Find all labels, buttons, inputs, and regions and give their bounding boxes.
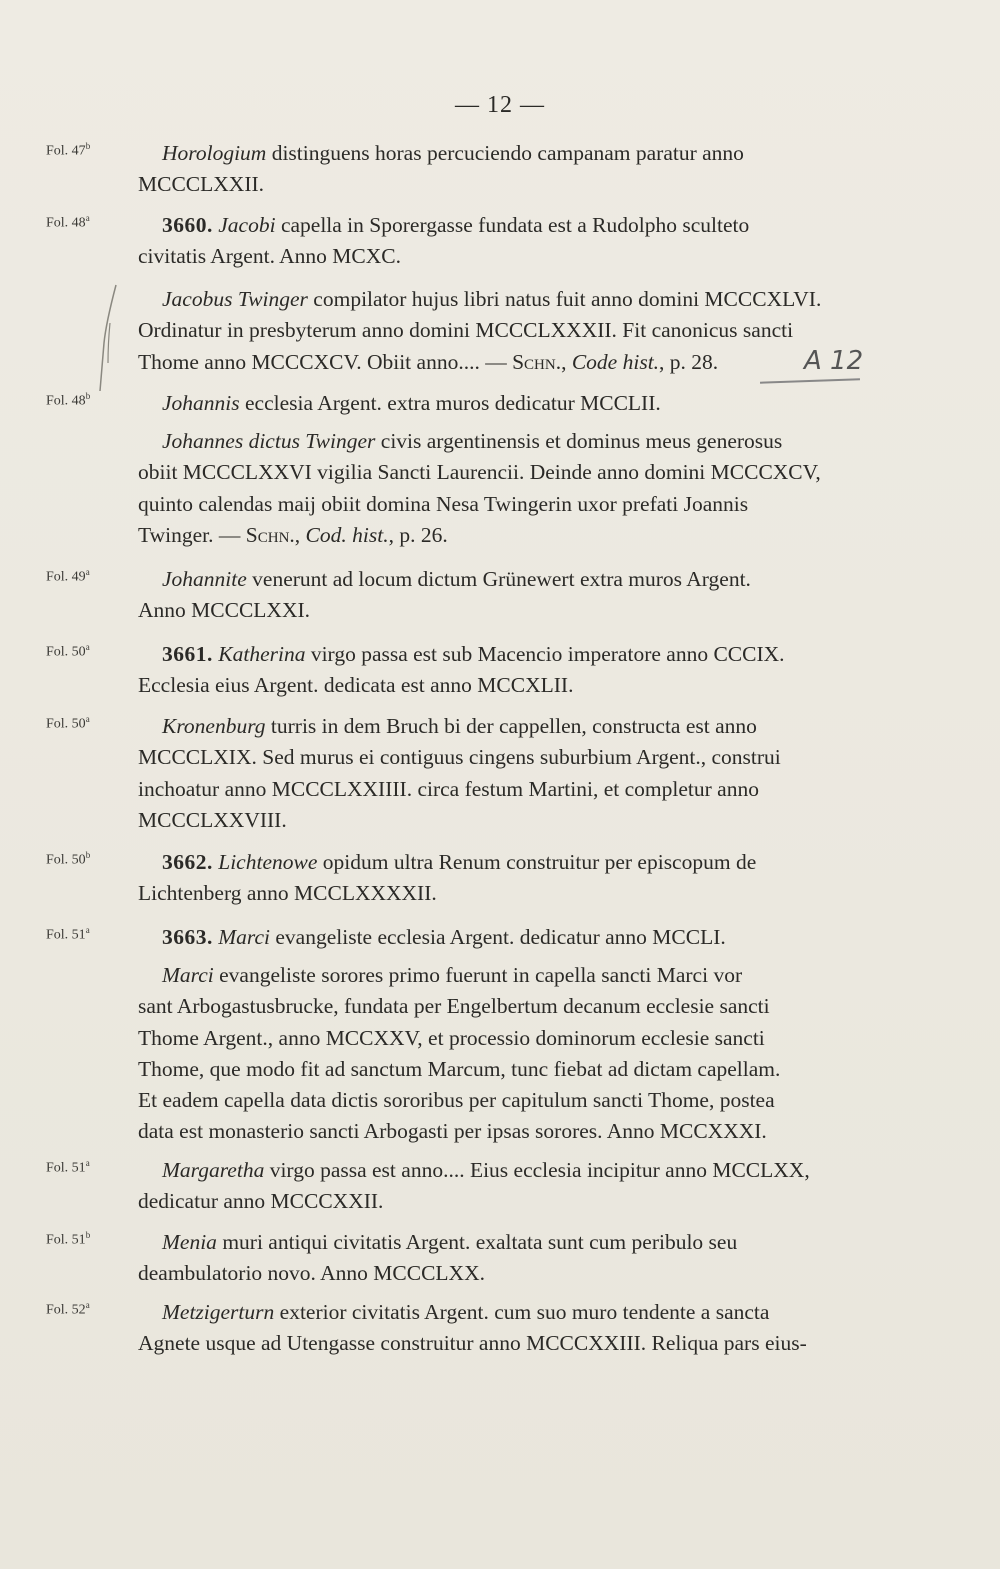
entry-paragraph <box>138 711 852 836</box>
italic-term: Marci <box>162 963 214 987</box>
text-segment: Agnete usque ad Utengasse construitur anno MCCCXXIII. Reliqua pars eius- <box>138 1331 807 1356</box>
text-segment: distinguens horas percuciendo campanam paratur anno <box>266 141 744 165</box>
italic-term: Johannis <box>162 391 240 415</box>
entry-paragraph <box>138 564 852 627</box>
text-segment: , <box>294 522 306 547</box>
folio-reference <box>46 213 90 232</box>
text-segment: deambulatorio novo. Anno MCCCLXX. <box>138 1261 485 1286</box>
italic-term: Menia <box>162 1230 217 1254</box>
text-segment: Anno MCCCLXXI. <box>138 598 311 623</box>
text-segment: , p. 28. <box>659 349 719 374</box>
text-line <box>138 1023 852 1054</box>
text-segment: compilator hujus libri natus fuit anno domini MCCCXLVI. <box>307 287 822 311</box>
text-line <box>138 564 852 595</box>
folio-side: a <box>85 714 90 724</box>
italic-term: Margaretha <box>162 1158 265 1182</box>
text-segment: virgo passa est sub Macencio imperatore anno CCCIX. <box>305 642 785 666</box>
folio-side: a <box>85 1158 90 1168</box>
entry-paragraph <box>138 922 852 953</box>
italic-term: Code hist. <box>571 349 660 374</box>
text-line <box>138 847 852 878</box>
folio-text: Fol. 47 <box>46 143 86 159</box>
italic-term: Johannite <box>162 567 247 591</box>
text-segment: Ecclesia eius Argent. dedicata est anno MCCXLII. <box>138 673 574 698</box>
italic-term: Kronenburg <box>162 714 266 738</box>
text-segment: , <box>561 349 572 374</box>
text-line <box>138 426 852 457</box>
italic-term: Johannes dictus Twinger <box>162 429 376 453</box>
text-segment: data est monasterio sancti Arbogasti per ipsas sorores. Anno MCCXXXI. <box>138 1119 767 1144</box>
text-line <box>138 991 852 1022</box>
folio-reference <box>46 567 90 586</box>
handwritten-underline <box>760 378 860 383</box>
entry-paragraph <box>138 1155 852 1218</box>
text-segment: venerunt ad locum dictum Grünewert extra muros Argent. <box>246 567 751 591</box>
folio-reference <box>46 714 90 733</box>
folio-reference <box>46 391 90 410</box>
entry-paragraph <box>138 426 852 551</box>
text-line <box>138 315 852 346</box>
text-line <box>138 520 852 551</box>
text-line <box>138 347 852 378</box>
text-line <box>138 1155 852 1186</box>
text-segment: quinto calendas maij obiit domina Nesa Twingerin uxor prefati Joannis <box>138 491 749 516</box>
text-line <box>138 742 852 773</box>
text-line <box>138 595 852 626</box>
text-line <box>138 210 852 241</box>
page-number: — 12 — <box>455 92 545 118</box>
folio-side: a <box>85 925 90 935</box>
entry-paragraph <box>138 388 852 419</box>
text-line <box>138 960 852 991</box>
handwritten-reference: A 12 <box>804 346 864 376</box>
text-line <box>138 805 852 836</box>
folio-text: Fol. 48 <box>46 215 86 231</box>
text-segment: , p. 26. <box>388 522 448 547</box>
italic-term: Horologium <box>162 141 267 165</box>
entry-number: 3660. <box>162 213 213 237</box>
text-line <box>138 388 852 419</box>
folio-side: a <box>85 567 90 577</box>
text-line <box>138 1186 852 1217</box>
italic-term: Lichtenowe <box>218 850 318 874</box>
entry-number: 3663. <box>162 925 213 949</box>
italic-term: Cod. hist. <box>305 522 389 547</box>
text-segment: Thome, que modo fit ad sanctum Marcum, tunc fiebat ad dictam capellam. <box>138 1056 781 1081</box>
text-segment: Et eadem capella data dictis sororibus per capitulum sancti Thome, postea <box>138 1088 775 1113</box>
text-segment: inchoatur anno MCCCLXXIIII. circa festum Martini, et completur anno <box>138 776 759 801</box>
folio-side: a <box>85 642 90 652</box>
text-segment: Thome Argent., anno MCCXXV, et processio dominorum ecclesie sancti <box>138 1025 765 1050</box>
text-segment: virgo passa est anno.... Eius ecclesia incipitur anno MCCLXX, <box>264 1158 810 1182</box>
entry-paragraph <box>138 960 852 1148</box>
text-line <box>138 1116 852 1147</box>
text-segment: Schn. <box>512 349 562 374</box>
text-segment: civis argentinensis et dominus meus generosus <box>375 429 783 453</box>
text-line <box>138 169 852 200</box>
text-segment: turris in dem Bruch bi der cappellen, constructa est anno <box>265 714 757 738</box>
text-segment: Twinger. — <box>138 522 246 547</box>
folio-text: Fol. 50 <box>46 716 86 732</box>
entry-number: 3662. <box>162 850 213 874</box>
folio-text: Fol. 51 <box>46 1232 86 1248</box>
text-line <box>138 241 852 272</box>
text-line <box>138 1297 852 1328</box>
italic-term: Jacobus Twinger <box>162 287 308 311</box>
italic-term: Metzigerturn <box>162 1300 275 1324</box>
text-segment: obiit MCCCLXXVI vigilia Sancti Laurencii. Deinde anno domini MCCCXCV, <box>138 460 821 485</box>
folio-side: a <box>85 213 90 223</box>
italic-term: Katherina <box>218 642 306 666</box>
text-segment: opidum ultra Renum construitur per episcopum de <box>317 850 757 874</box>
entry-number: 3661. <box>162 642 213 666</box>
entry-paragraph <box>138 138 852 201</box>
folio-reference <box>46 1158 90 1177</box>
entry-paragraph <box>138 284 852 378</box>
handwritten-bracket-mark <box>96 283 120 393</box>
folio-text: Fol. 52 <box>46 1302 86 1318</box>
text-line <box>138 639 852 670</box>
text-line <box>138 1054 852 1085</box>
text-line <box>138 457 852 488</box>
text-segment: sant Arbogastusbrucke, fundata per Engelbertum decanum ecclesie sancti <box>138 994 770 1019</box>
folio-side: b <box>85 850 91 860</box>
folio-text: Fol. 50 <box>46 644 86 660</box>
entry-paragraph <box>138 1297 852 1360</box>
text-segment: evangeliste sorores primo fuerunt in capella sancti Marci vor <box>213 963 743 987</box>
folio-side: a <box>85 1300 90 1310</box>
text-line <box>138 711 852 742</box>
entry-paragraph <box>138 847 852 910</box>
italic-term: Marci <box>218 925 270 949</box>
entry-paragraph <box>138 210 852 273</box>
text-line <box>138 878 852 909</box>
folio-side: b <box>85 1230 91 1240</box>
text-line <box>138 922 852 953</box>
text-segment: Schn. <box>245 522 295 547</box>
text-segment: civitatis Argent. Anno MCXC. <box>138 244 401 269</box>
folio-reference <box>46 1230 90 1249</box>
text-line <box>138 1258 852 1289</box>
folio-text: Fol. 49 <box>46 569 86 585</box>
text-segment: muri antiqui civitatis Argent. exaltata sunt cum peribulo seu <box>216 1230 738 1254</box>
text-segment: Ordinatur in presbyterum anno domini MCCCLXXXII. Fit canonicus sancti <box>138 318 794 343</box>
text-segment: evangeliste ecclesia Argent. dedicatur anno MCCLI. <box>270 925 726 949</box>
folio-reference <box>46 850 90 869</box>
text-line <box>138 670 852 701</box>
text-segment: MCCCLXXII. <box>138 172 265 197</box>
italic-term: Jacobi <box>218 213 276 237</box>
text-line <box>138 489 852 520</box>
text-segment: capella in Sporergasse fundata est a Rudolpho sculteto <box>275 213 750 237</box>
text-line <box>138 774 852 805</box>
text-line <box>138 138 852 169</box>
entry-paragraph <box>138 1227 852 1290</box>
text-segment: Thome anno MCCCXCV. Obiit anno.... — <box>138 349 513 374</box>
folio-reference <box>46 1300 90 1319</box>
text-line <box>138 1227 852 1258</box>
text-segment: dedicatur anno MCCCXXII. <box>138 1189 384 1214</box>
text-line <box>138 284 852 315</box>
text-segment: Lichtenberg anno MCCLXXXXII. <box>138 881 437 906</box>
text-segment: MCCCLXXVIII. <box>138 807 287 832</box>
text-segment: MCCCLXIX. Sed murus ei contiguus cingens suburbium Argent., construi <box>138 745 781 770</box>
folio-text: Fol. 48 <box>46 393 86 409</box>
folio-text: Fol. 50 <box>46 852 86 868</box>
folio-reference <box>46 642 90 661</box>
folio-reference <box>46 141 90 160</box>
text-segment: exterior civitatis Argent. cum suo muro tendente a sancta <box>274 1300 770 1324</box>
text-line <box>138 1085 852 1116</box>
text-segment: ecclesia Argent. extra muros dedicatur MCCLII. <box>239 391 661 415</box>
folio-text: Fol. 51 <box>46 927 86 943</box>
folio-reference <box>46 925 90 944</box>
folio-side: b <box>85 391 91 401</box>
text-line <box>138 1328 852 1359</box>
folio-side: b <box>85 141 91 151</box>
folio-text: Fol. 51 <box>46 1160 86 1176</box>
entry-paragraph <box>138 639 852 702</box>
